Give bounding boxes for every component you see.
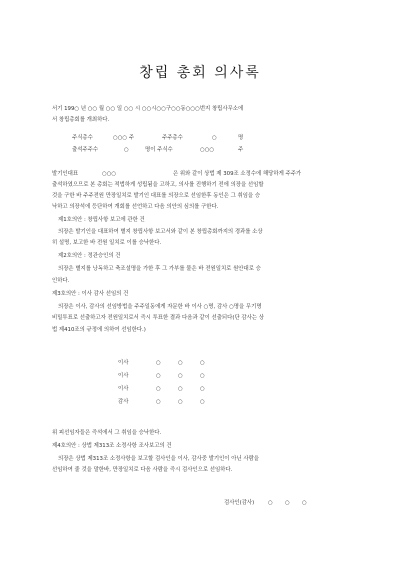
officer-mark: ○ (178, 399, 183, 405)
officer-mark: ○ (200, 360, 205, 366)
present-holders-value: ○ (124, 147, 129, 153)
officer-mark: ○ (200, 373, 205, 379)
promoter-line-1: 은 위와 같이 상법 제 309조 소정수에 해당하게 주주가 (173, 171, 302, 177)
agenda-heading-4: 제4호의안 : 상법 제313조 소정사항 조사보고의 건 (52, 443, 172, 449)
total-shares-value: ○○○ 주 (113, 135, 135, 141)
promoter-name: ○○○ (102, 171, 117, 177)
present-holders-label: 출석주주수 (72, 147, 99, 153)
signature-mark: ○ (285, 500, 290, 506)
body-line: 것을 구한 바 주주전원 만장일치로 발기인 대표를 의장으로 선임한후 동인은 그 취임을 승 (52, 193, 261, 199)
body-line: 히 설명, 보고한 바 전원 일치로 이를 승낙한다. (52, 240, 162, 246)
promoter-label: 발기인대표 (52, 171, 79, 177)
total-holders-value: ○ (212, 135, 217, 141)
agenda-heading-2: 제2호의안 : 정관승인의 건 (58, 253, 121, 259)
total-holders-label: 주주총수 (162, 135, 183, 141)
document-title: 창립 총회 의사록 (139, 65, 261, 81)
intro-line-2: 서 창립총회를 개최하다. (52, 117, 110, 123)
present-shares-label: 명이 주식수 (145, 147, 173, 153)
officer-mark: ○ (178, 360, 183, 366)
body-line: 의장은 이사, 감사의 선임방법을 주주일동에게 자문한 바 이사 ○명, 감사 ○명을 무기명 (58, 304, 262, 310)
closing-line: 위 피선임자들은 즉석에서 그 취임을 승낙한다. (52, 430, 162, 436)
officer-mark: ○ (156, 386, 161, 392)
officer-mark: ○ (156, 399, 161, 405)
total-shares-label: 주식총수 (72, 135, 93, 141)
present-shares-value: ○○○ (200, 147, 215, 153)
body-line: 낙하고 의장석에 등단하여 개회를 선언하고 다음 의안의 심의를 구한다. (52, 204, 219, 210)
officer-role: 감사 (118, 399, 129, 405)
officer-role: 이사 (118, 360, 129, 366)
officer-role: 이사 (118, 386, 129, 392)
officer-mark: ○ (200, 399, 205, 405)
signature-mark: ○ (268, 500, 273, 506)
total-holders-unit: 명 (238, 135, 244, 141)
body-line: 의장은 별지를 낭독하고 축조설명을 가한 후 그 가부를 물은 바 전원일치로 원안대로 승 (58, 266, 261, 272)
agenda-heading-1: 제1호의안 : 창립사항 보고에 관한 건 (58, 217, 145, 223)
signature-label: 검사인(감사) (224, 500, 255, 506)
closing-line: 선임하여 줄 것을 말한바, 만장일치로 다음 사람을 즉시 검사인으로 선임하다. (52, 467, 233, 473)
body-line: 인하다. (52, 278, 70, 284)
body-line: 법 제410조의 규정에 의하여 선임한다.) (52, 327, 146, 333)
officer-mark: ○ (156, 360, 161, 366)
officer-role: 이사 (118, 373, 129, 379)
officer-mark: ○ (178, 386, 183, 392)
body-line: 출석하였으므로 본 총회는 적법하게 성립됨을 고하고, 의사를 진행하기 전에 의장을 선임할 (52, 182, 264, 188)
officer-mark: ○ (156, 373, 161, 379)
body-line: 의장은 발기인을 대표하여 별지 창립사항 보고서와 같이 본 창립총회까지의 경과를 소상 (58, 229, 263, 235)
officer-mark: ○ (200, 386, 205, 392)
body-line: 비밀투표로 선출하고자 전원일치로서 즉시 투표한 결과 다음과 같이 선출되다(단 감사는 상 (52, 315, 264, 321)
intro-line-1: 서기 199○ 년 ○○ 월 ○○ 일 ○○ 시 ○○시○○구○○동○○○번지 창립사무소에 (52, 106, 244, 112)
present-shares-unit: 주 (238, 147, 244, 153)
closing-line: 의장은 상법 제313조 소정사항을 보고할 검사인을 이사, 감사중 발기인이 아닌 사람을 (58, 456, 259, 462)
officer-mark: ○ (178, 373, 183, 379)
agenda-heading-3: 제3호의안 : 이사 감사 선임의 건 (52, 291, 129, 297)
signature-mark: ○ (302, 500, 307, 506)
